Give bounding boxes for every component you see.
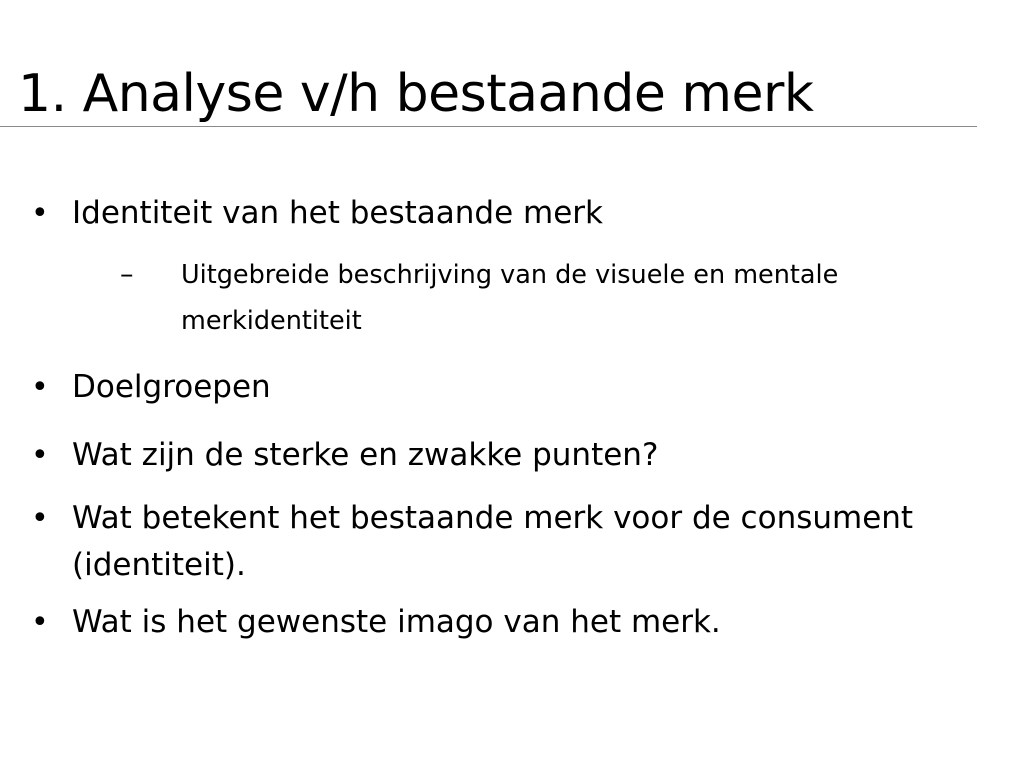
sub-bullet-text: Uitgebreide beschrijving van de visuele en mentale merkidentiteit xyxy=(181,260,839,336)
bullet-text: Doelgroepen xyxy=(72,369,271,405)
bullet-text: Wat betekent het bestaande merk voor de consument (identiteit). xyxy=(72,500,914,583)
bullet-text: Identiteit van het bestaande merk xyxy=(72,195,603,231)
bullet-marker: • xyxy=(31,370,49,405)
bullet-marker: • xyxy=(31,501,49,536)
bullet-marker: • xyxy=(31,605,49,640)
bullet-text: Wat zijn de sterke en zwakke punten? xyxy=(72,437,659,473)
bullet-marker: • xyxy=(31,196,49,231)
bullet-marker: • xyxy=(31,438,49,473)
slide-title: 1. Analyse v/h bestaande merk xyxy=(18,64,814,124)
title-divider xyxy=(0,126,977,127)
bullet-text: Wat is het gewenste imago van het merk. xyxy=(72,604,721,640)
sub-bullet-marker: – xyxy=(120,259,134,290)
